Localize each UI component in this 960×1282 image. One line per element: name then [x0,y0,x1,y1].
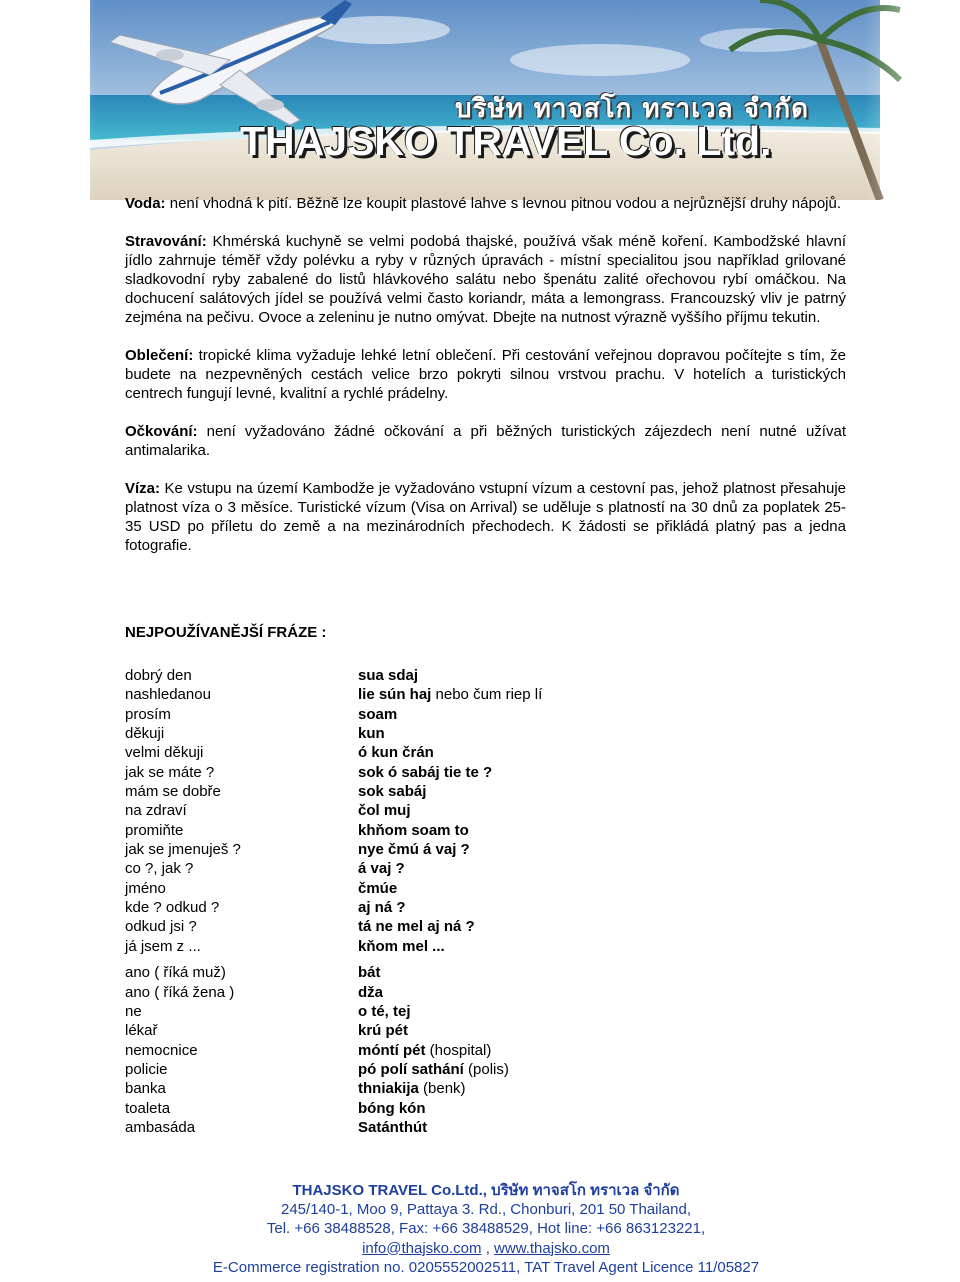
phrase-row [125,1060,725,1079]
section-label: Víza: [125,480,161,497]
khmer-transcription [358,1002,411,1021]
section-text: není vhodná k pití. Běžně lze koupit plastové lahve s levnou pitnou vodou a nejrůznější druhy nápojů. [165,195,842,212]
transcription-bold: čmúe [358,879,398,897]
info-content [125,194,846,555]
phrase-table [125,666,725,1137]
transcription-bold: á vaj ? [358,860,405,878]
transcription-bold: móntí pét [358,1041,426,1059]
transcription-bold: tá ne mel aj ná ? [358,918,475,936]
czech-phrase: lékař [125,1022,158,1040]
transcription-bold: kun [358,725,385,743]
transcription-bold: lie sún haj [358,686,432,704]
transcription-bold: thniakija [358,1080,419,1098]
czech-phrase: jak se máte ? [125,763,215,781]
transcription-bold: ó kun črán [358,744,434,762]
link-separator: , [481,1239,495,1257]
phrase-row [125,1041,725,1060]
phrase-row [125,917,725,936]
phrase-row [125,1002,725,1021]
company-logo-text: THAJSKO TRAVEL Co. Ltd. [240,118,772,164]
transcription-bold: o té, tej [358,1002,411,1020]
czech-phrase: já jsem z ... [125,937,201,955]
czech-phrase: ne [125,1002,142,1020]
khmer-transcription [358,917,475,936]
czech-phrase: kde ? odkud ? [125,899,220,917]
phrase-row [125,763,725,782]
khmer-transcription [358,666,418,685]
khmer-transcription [358,782,426,801]
khmer-transcription [358,1118,427,1137]
transcription-bold: bóng kón [358,1099,426,1117]
transcription-bold: krú pét [358,1022,409,1040]
khmer-transcription [358,963,381,982]
phrase-group-spacer [125,956,725,963]
phrase-group-greetings [125,666,725,956]
khmer-transcription [358,821,469,840]
transcription-bold: pó polí sathání [358,1060,464,1078]
section-text: Khmérská kuchyně se velmi podobá thajské, používá však méně koření. Kambodžské hlavní jídlo zahrnuje téměř vždy polévku a ryby v různých úpravách - místní specialitou jsou například grilované sladkovodní ryby zabalené do listů hlávkového salátu nebo špenátu zalité ořechovou rybí omáčkou. Na dochucení salátových jídel se používá velmi často koriandr, máta a lemongrass. Francouzský vliv je patrný zejména na pečivu. Ovoce a zeleninu je nutno omývat. Dbejte na nutnost výrazně vyššího příjmu tekutin. [125,233,846,326]
khmer-transcription [358,724,385,743]
phrase-row [125,1021,725,1040]
clothing-paragraph [125,346,846,403]
czech-phrase: velmi děkuji [125,744,204,762]
czech-phrase: promiňte [125,821,184,839]
czech-phrase: jak se jmenuješ ? [125,841,241,859]
transcription-bold: sok sabáj [358,783,427,801]
khmer-transcription [358,1060,509,1079]
khmer-transcription [358,743,434,762]
transcription-bold: khňom soam to [358,821,469,839]
phrase-row [125,821,725,840]
czech-phrase: nemocnice [125,1041,198,1059]
phrase-group-words [125,963,725,1137]
czech-phrase: toaleta [125,1099,171,1117]
section-label: Voda: [125,195,166,212]
khmer-transcription [358,1079,466,1098]
phrase-row [125,898,725,917]
czech-phrase: nashledanou [125,686,211,704]
phrases-heading: NEJPOUŽÍVANĚJŠÍ FRÁZE : [125,624,327,641]
transcription-bold: kňom mel ... [358,937,445,955]
visa-paragraph [125,479,846,555]
transcription-bold: bát [358,964,381,982]
czech-phrase: odkud jsi ? [125,918,197,936]
phrase-row [125,705,725,724]
footer-links [0,1239,960,1258]
phrase-row [125,801,725,820]
czech-phrase: jméno [125,879,166,897]
phrase-row [125,1079,725,1098]
transcription-bold: soam [358,705,398,723]
email-link[interactable]: info@thajsko.com [362,1239,482,1257]
czech-phrase: ano ( říká muž) [125,964,226,982]
transcription-bold: nye čmú á vaj ? [358,841,470,859]
czech-phrase: co ?, jak ? [125,860,194,878]
phrase-row [125,724,725,743]
phrase-row [125,937,725,956]
khmer-transcription [358,840,470,859]
khmer-transcription [358,1021,408,1040]
phrase-row [125,1118,725,1137]
phrase-row [125,743,725,762]
footer-registration: E-Commerce registration no. 0205552002511, TAT Travel Agent Licence 11/05827 [212,1258,760,1276]
khmer-transcription [358,763,492,782]
transcription-bold: aj ná ? [358,899,406,917]
transcription-note: nebo čum riep lí [431,686,543,704]
phrase-row [125,1099,725,1118]
section-label: Očkování: [125,423,198,440]
khmer-transcription [358,801,411,820]
khmer-transcription [358,1099,426,1118]
section-text: není vyžadováno žádné očkování a při běžných turistických zájezdech není nutné užívat antimalarika. [125,423,846,459]
khmer-transcription [358,1041,491,1060]
transcription-note: (polis) [463,1060,509,1078]
food-paragraph [125,232,846,327]
footer-phone: Tel. +66 38488528, Fax: +66 38488529, Hot line: +66 863123221, [266,1220,706,1238]
footer-address: 245/140-1, Moo 9, Pattaya 3. Rd., Chonburi, 201 50 Thailand, [281,1201,691,1219]
khmer-transcription [358,898,406,917]
transcription-bold: Satánthút [358,1118,428,1136]
transcription-bold: sok ó sabáj tie te ? [358,763,493,781]
transcription-note: (hospital) [425,1041,492,1059]
khmer-transcription [358,937,445,956]
czech-phrase: mám se dobře [125,783,221,801]
section-label: Oblečení: [125,347,194,364]
phrase-row [125,963,725,982]
transcription-note: (benk) [418,1080,466,1098]
phrase-row [125,879,725,898]
transcription-bold: sua sdaj [358,667,419,684]
czech-phrase: banka [125,1080,166,1098]
khmer-transcription [358,705,397,724]
phrase-row [125,840,725,859]
khmer-transcription [358,859,405,878]
company-footer [0,1181,960,1277]
czech-phrase: policie [125,1060,168,1078]
phrase-row [125,666,725,685]
website-link[interactable]: www.thajsko.com [494,1239,610,1257]
section-text: tropické klima vyžaduje lehké letní oblečení. Při cestování veřejnou dopravou počítejte s tím, že budete na nezpevněných cestách velice brzo pokryti silnou vrstvou prachu. V hotelích a turistických centrech fungují levné, kvalitní a rychlé prádelny. [125,347,846,402]
khmer-transcription [358,983,383,1002]
czech-phrase: ano ( říká žena ) [125,983,235,1001]
czech-phrase: ambasáda [125,1118,196,1136]
khmer-transcription [358,879,397,898]
phrase-row [125,983,725,1002]
footer-company-name: THAJSKO TRAVEL Co.Ltd., บริษัท ทาจสโก ทราเวล จำกัด [292,1182,680,1199]
water-paragraph [125,194,846,213]
phrase-row [125,859,725,878]
khmer-transcription [358,685,542,704]
header-banner [0,0,960,200]
czech-phrase: dobrý den [125,667,192,684]
transcription-bold: dža [358,983,384,1001]
vaccination-paragraph [125,422,846,460]
company-thai-name: บริษัท ทาจสโก ทราเวล จำกัด [455,94,810,124]
czech-phrase: prosím [125,705,171,723]
czech-phrase: na zdraví [125,802,187,820]
phrase-row [125,685,725,704]
czech-phrase: děkuji [125,725,165,743]
phrase-row [125,782,725,801]
section-label: Stravování: [125,233,207,250]
transcription-bold: čol muj [358,802,411,820]
section-text: Ke vstupu na území Kambodže je vyžadováno vstupní vízum a cestovní pas, jehož platnost přesahuje platnost víza o 3 měsíce. Turistické vízum (Visa on Arrival) se uděluje s platností na 30 dnů za poplatek 25-35 USD po příletu do země a na mezinárodních přechodech. K žádosti se přikládá platný pas a jedna fotografie. [125,480,846,554]
